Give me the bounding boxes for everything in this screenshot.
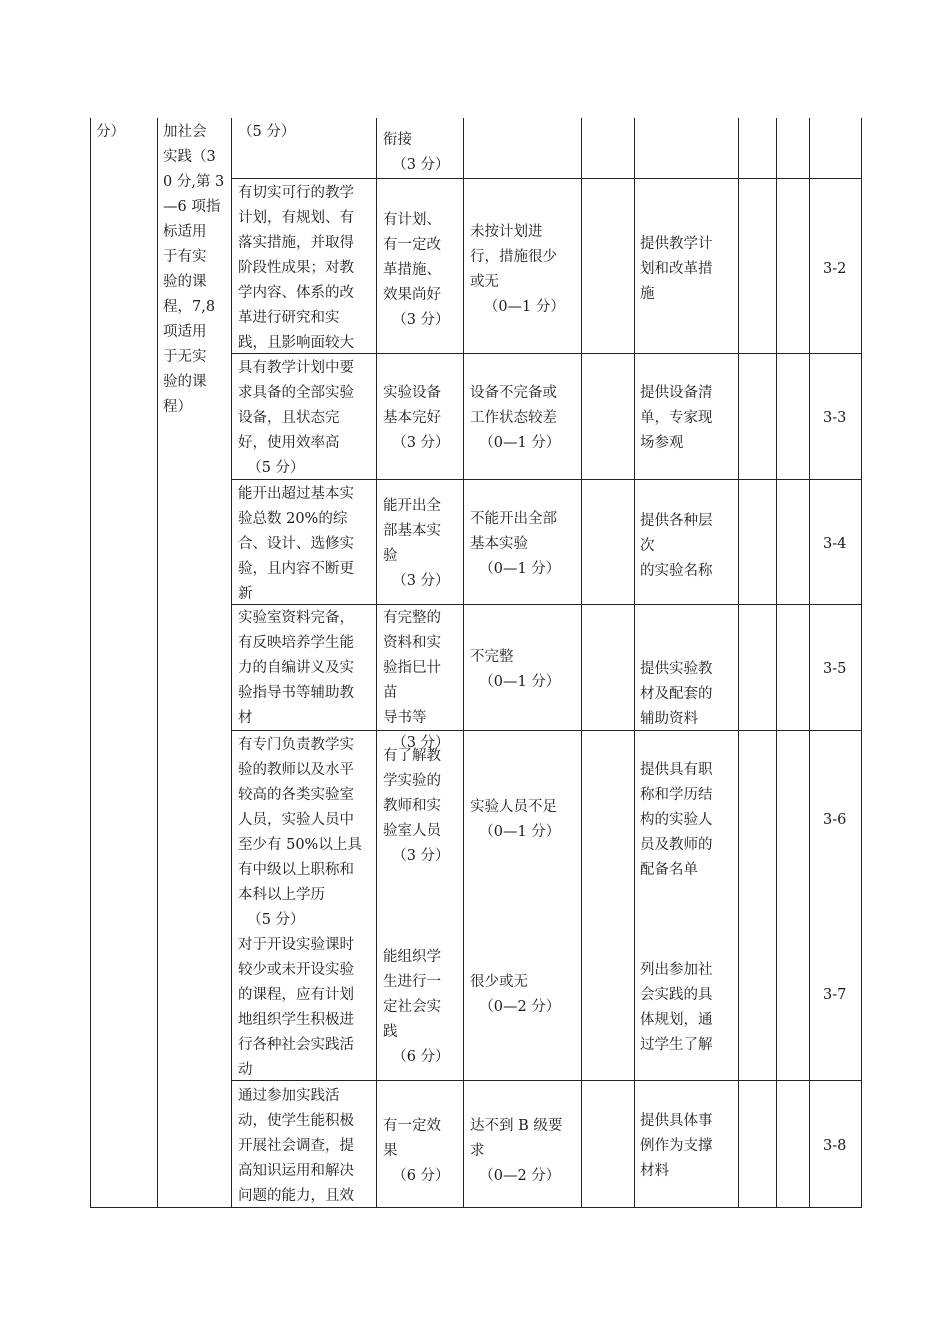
b-level-text: 有一定效 bbox=[383, 1118, 441, 1134]
evidence-text: 材及配套的 bbox=[640, 686, 713, 702]
b-level-text: 效果尚好 bbox=[383, 287, 441, 303]
standard-text: 较少或未开设实验 bbox=[238, 962, 354, 978]
c-level-text: 不能开出全部 bbox=[470, 511, 557, 527]
item-code: 3-5 bbox=[823, 661, 847, 677]
c-level-text: 工作状态较差 bbox=[470, 410, 557, 426]
evidence-text: 辅助资料 bbox=[640, 711, 698, 727]
indicator-description: 0 分,第 3 bbox=[163, 174, 225, 190]
standard-text: 材 bbox=[238, 710, 253, 726]
b-level-text: 有一定改 bbox=[383, 237, 441, 253]
b-level-text: 果 bbox=[383, 1143, 398, 1159]
b-level-text: 有计划、 bbox=[383, 212, 441, 228]
standard-text: 对于开设实验课时 bbox=[238, 937, 354, 953]
standard-text: 力的自编讲义及实 bbox=[238, 660, 354, 676]
b-level-text: （6 分） bbox=[383, 1168, 450, 1184]
row-separator bbox=[231, 479, 862, 480]
b-level-text: 验 bbox=[383, 548, 398, 564]
c-level-text: （0—1 分） bbox=[470, 674, 561, 690]
column-line bbox=[809, 118, 810, 1207]
standard-text: 验指导书等辅助教 bbox=[238, 685, 354, 701]
standard-text: 革进行研究和实 bbox=[238, 310, 340, 326]
column-line bbox=[776, 118, 777, 1207]
column-line bbox=[463, 118, 464, 1207]
b-level-text: （3 分） bbox=[383, 573, 450, 589]
standard-text: 实验室资料完备， bbox=[238, 610, 354, 626]
indicator-description: 验的课 bbox=[163, 274, 207, 290]
c-level-text: （0—2 分） bbox=[470, 1168, 561, 1184]
evidence-text: 配备名单 bbox=[640, 862, 698, 878]
column-line bbox=[231, 118, 232, 1207]
standard-text: 动 bbox=[238, 1062, 253, 1078]
evidence-text: 列出参加社 bbox=[640, 962, 713, 978]
evidence-text: 提供实验教 bbox=[640, 661, 713, 677]
standard-text: 落实措施，并取得 bbox=[238, 235, 354, 251]
indicator-description: 标适用 bbox=[163, 224, 207, 240]
row-separator bbox=[231, 178, 862, 179]
standard-text: 人员，实验人员中 bbox=[238, 812, 354, 828]
standard-text: 好，使用效率高 bbox=[238, 435, 340, 451]
indicator-description: 验的课 bbox=[163, 374, 207, 390]
b-level-text: （3 分） bbox=[383, 312, 450, 328]
b-level-text: 实验设备 bbox=[383, 385, 441, 401]
b-level-text: 能组织学 bbox=[383, 949, 441, 965]
b-level-text: （3 分） bbox=[383, 735, 450, 751]
c-level-text: 实验人员不足 bbox=[470, 799, 557, 815]
standard-text: 通过参加实践活 bbox=[238, 1088, 340, 1104]
evidence-text: 提供教学计 bbox=[640, 236, 713, 252]
column-line bbox=[738, 118, 739, 1207]
b-level-text: 学实验的 bbox=[383, 773, 441, 789]
c-level-text: （0—1 分） bbox=[470, 435, 561, 451]
c-level-text: （0—1 分） bbox=[470, 299, 565, 315]
evidence-text: 提供具体事 bbox=[640, 1113, 713, 1129]
standard-text: 较高的各类实验室 bbox=[238, 787, 354, 803]
b-level-text: 践 bbox=[383, 1024, 398, 1040]
evidence-text: 单，专家现 bbox=[640, 410, 713, 426]
c-level-text: 行，措施很少 bbox=[470, 249, 557, 265]
evidence-text: 员及教师的 bbox=[640, 837, 713, 853]
column-line bbox=[861, 118, 862, 1207]
standard-text: 有切实可行的教学 bbox=[238, 185, 354, 201]
b-level-text: 教师和实 bbox=[383, 798, 441, 814]
b-level-text: 能开出全 bbox=[383, 498, 441, 514]
standard-text: 具有教学计划中要 bbox=[238, 360, 354, 376]
item-code: 3-4 bbox=[823, 536, 847, 552]
standard-text: 阶段性成果；对教 bbox=[238, 260, 354, 276]
indicator-description: 项适用 bbox=[163, 324, 207, 340]
b-level-text: （3 分） bbox=[383, 435, 450, 451]
b-level-text: 苗 bbox=[383, 685, 398, 701]
evidence-text: 提供具有职 bbox=[640, 762, 713, 778]
b-level-text: 验室人员 bbox=[383, 823, 441, 839]
standard-text: 问题的能力，且效 bbox=[238, 1188, 354, 1204]
evidence-text: 体规划，通 bbox=[640, 1012, 713, 1028]
standard-text: 能开出超过基本实 bbox=[238, 486, 354, 502]
c-level-text: 求 bbox=[470, 1143, 485, 1159]
standard-text: 计划，有规划、有 bbox=[238, 210, 354, 226]
item-code: 3-7 bbox=[823, 987, 847, 1003]
c-level-text: （0—1 分） bbox=[470, 561, 561, 577]
standard-text: 合、设计、选修实 bbox=[238, 536, 354, 552]
standard-text: 高知识运用和解决 bbox=[238, 1163, 354, 1179]
b-level-text: 生进行一 bbox=[383, 974, 441, 990]
standard-text: （5 分） bbox=[238, 912, 305, 928]
category-suffix: 分） bbox=[96, 124, 125, 140]
indicator-description: —6 项指 bbox=[163, 199, 221, 215]
column-line bbox=[581, 118, 582, 1207]
indicator-description: 于无实 bbox=[163, 349, 207, 365]
c-level-text: 达不到 B 级要 bbox=[470, 1118, 563, 1134]
standard-text: （5 分） bbox=[238, 124, 296, 140]
standard-text: 求具备的全部实验 bbox=[238, 385, 354, 401]
b-level-text: 部基本实 bbox=[383, 523, 441, 539]
table-bottom-border bbox=[90, 1207, 862, 1208]
evidence-text: 提供设备清 bbox=[640, 385, 713, 401]
c-level-text: 设备不完备或 bbox=[470, 385, 557, 401]
b-level-text: 有完整的 bbox=[383, 610, 441, 626]
b-level-text: （6 分） bbox=[383, 1049, 450, 1065]
b-level-text: 有了解教 bbox=[383, 748, 441, 764]
indicator-description: 程） bbox=[163, 399, 192, 415]
evidence-text: 过学生了解 bbox=[640, 1037, 713, 1053]
standard-text: 开展社会调查，提 bbox=[238, 1138, 354, 1154]
standard-text: 新 bbox=[238, 586, 253, 602]
standard-text: 行各种社会实践活 bbox=[238, 1037, 354, 1053]
c-level-text: 很少或无 bbox=[470, 974, 528, 990]
c-level-text: 未按计划进 bbox=[470, 224, 543, 240]
standard-text: 验，且内容不断更 bbox=[238, 561, 354, 577]
evidence-text: 场参观 bbox=[640, 435, 684, 451]
item-code: 3-3 bbox=[823, 410, 847, 426]
b-level-text: （3 分） bbox=[383, 848, 450, 864]
evidence-text: 划和改革措 bbox=[640, 261, 713, 277]
column-line bbox=[90, 118, 91, 1207]
column-line bbox=[634, 118, 635, 1207]
b-level-text: 导书等 bbox=[383, 710, 427, 726]
indicator-description: 实践（3 bbox=[163, 149, 216, 165]
indicator-description: 加社会 bbox=[163, 124, 207, 140]
c-level-text: 基本实验 bbox=[470, 536, 528, 552]
c-level-text: （0—2 分） bbox=[470, 999, 561, 1015]
b-level-text: 衔接 bbox=[383, 132, 412, 148]
row-separator bbox=[231, 1080, 862, 1081]
b-level-text: （3 分） bbox=[383, 157, 450, 173]
standard-text: 地组织学生积极进 bbox=[238, 1012, 354, 1028]
standard-text: 践，且影响面较大 bbox=[238, 335, 354, 351]
c-level-text: （0—1 分） bbox=[470, 824, 561, 840]
standard-text: （5 分） bbox=[238, 460, 305, 476]
standard-text: 设备，且状态完 bbox=[238, 410, 340, 426]
evidence-text: 称和学历结 bbox=[640, 787, 713, 803]
indicator-description: 于有实 bbox=[163, 249, 207, 265]
standard-text: 的课程，应有计划 bbox=[238, 987, 354, 1003]
standard-text: 学内容、体系的改 bbox=[238, 285, 354, 301]
standard-text: 有反映培养学生能 bbox=[238, 635, 354, 651]
evidence-text: 例作为支撑 bbox=[640, 1138, 713, 1154]
evidence-text: 的实验名称 bbox=[640, 563, 713, 579]
evidence-text: 材料 bbox=[640, 1163, 669, 1179]
column-line bbox=[157, 118, 158, 1207]
standard-text: 验总数 20%的综 bbox=[238, 511, 348, 527]
b-level-text: 基本完好 bbox=[383, 410, 441, 426]
indicator-description: 程，7,8 bbox=[163, 299, 216, 315]
evidence-text: 提供各种层 bbox=[640, 513, 713, 529]
standard-text: 动，使学生能积极 bbox=[238, 1113, 354, 1129]
row-separator bbox=[231, 604, 862, 605]
row-separator bbox=[231, 730, 862, 731]
column-line bbox=[376, 118, 377, 1207]
standard-text: 验的教师以及水平 bbox=[238, 762, 354, 778]
b-level-text: 革措施、 bbox=[383, 262, 441, 278]
standard-text: 有专门负责教学实 bbox=[238, 737, 354, 753]
b-level-text: 定社会实 bbox=[383, 999, 441, 1015]
c-level-text: 或无 bbox=[470, 274, 499, 290]
evidence-text: 构的实验人 bbox=[640, 812, 713, 828]
evidence-text: 会实践的具 bbox=[640, 987, 713, 1003]
standard-text: 本科以上学历 bbox=[238, 887, 325, 903]
item-code: 3-2 bbox=[823, 261, 847, 277]
evidence-text: 次 bbox=[640, 538, 655, 554]
item-code: 3-8 bbox=[823, 1138, 847, 1154]
standard-text: 至少有 50%以上具 bbox=[238, 837, 362, 853]
item-code: 3-6 bbox=[823, 812, 847, 828]
b-level-text: 资料和实 bbox=[383, 635, 441, 651]
c-level-text: 不完整 bbox=[470, 649, 514, 665]
b-level-text: 验指巳卄 bbox=[383, 660, 441, 676]
standard-text: 有中级以上职称和 bbox=[238, 862, 354, 878]
evidence-text: 施 bbox=[640, 286, 655, 302]
